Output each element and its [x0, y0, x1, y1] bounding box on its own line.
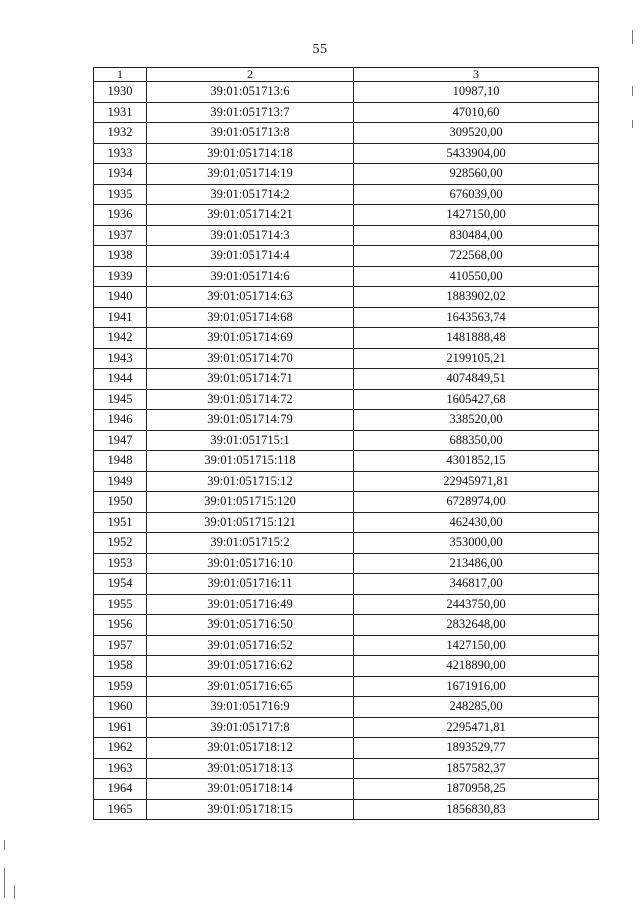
cadastral-number-cell: 39:01:051716:10 — [147, 553, 354, 574]
cadastral-number-cell: 39:01:051716:50 — [147, 615, 354, 636]
value-cell: 10987,10 — [354, 82, 599, 103]
row-number-cell: 1957 — [94, 635, 147, 656]
value-cell: 22945971,81 — [354, 471, 599, 492]
table-row — [94, 717, 599, 738]
cadastral-number-cell: 39:01:051718:13 — [147, 758, 354, 779]
value-cell: 1605427,68 — [354, 389, 599, 410]
page-number: 55 — [312, 42, 328, 57]
table-row — [94, 533, 599, 554]
row-number-cell: 1951 — [94, 512, 147, 533]
value-cell: 1643563,74 — [354, 307, 599, 328]
table-row — [94, 266, 599, 287]
table-row — [94, 164, 599, 185]
value-cell: 928560,00 — [354, 164, 599, 185]
row-number-cell: 1964 — [94, 779, 147, 800]
value-cell: 1671916,00 — [354, 676, 599, 697]
row-number-cell: 1936 — [94, 205, 147, 226]
value-cell: 2295471,81 — [354, 717, 599, 738]
table-row — [94, 594, 599, 615]
table-row — [94, 184, 599, 205]
row-number-cell: 1939 — [94, 266, 147, 287]
column-header-3: 3 — [354, 68, 599, 82]
row-number-cell: 1952 — [94, 533, 147, 554]
cadastral-number-cell: 39:01:051714:19 — [147, 164, 354, 185]
table-row — [94, 143, 599, 164]
cadastral-number-cell: 39:01:051716:62 — [147, 656, 354, 677]
table-row — [94, 615, 599, 636]
table-row — [94, 676, 599, 697]
cadastral-number-cell: 39:01:051713:6 — [147, 82, 354, 103]
row-number-cell: 1944 — [94, 369, 147, 390]
table-row — [94, 697, 599, 718]
value-cell: 688350,00 — [354, 430, 599, 451]
value-cell: 1893529,77 — [354, 738, 599, 759]
value-cell: 462430,00 — [354, 512, 599, 533]
table-row — [94, 369, 599, 390]
scan-edge-mark — [632, 86, 633, 96]
value-cell: 1427150,00 — [354, 635, 599, 656]
table-row — [94, 758, 599, 779]
value-cell: 5433904,00 — [354, 143, 599, 164]
value-cell: 2199105,21 — [354, 348, 599, 369]
table-row — [94, 82, 599, 103]
cadastral-number-cell: 39:01:051713:8 — [147, 123, 354, 144]
value-cell: 353000,00 — [354, 533, 599, 554]
value-cell: 1883902,02 — [354, 287, 599, 308]
table-row — [94, 471, 599, 492]
table-body — [94, 82, 599, 820]
value-cell: 309520,00 — [354, 123, 599, 144]
row-number-cell: 1956 — [94, 615, 147, 636]
cadastral-number-cell: 39:01:051714:2 — [147, 184, 354, 205]
value-cell: 248285,00 — [354, 697, 599, 718]
value-cell: 4074849,51 — [354, 369, 599, 390]
cadastral-number-cell: 39:01:051718:12 — [147, 738, 354, 759]
value-cell: 676039,00 — [354, 184, 599, 205]
cadastral-number-cell: 39:01:051717:8 — [147, 717, 354, 738]
table-row — [94, 102, 599, 123]
table-row — [94, 779, 599, 800]
table-row — [94, 225, 599, 246]
row-number-cell: 1943 — [94, 348, 147, 369]
row-number-cell: 1963 — [94, 758, 147, 779]
value-cell: 1856830,83 — [354, 799, 599, 820]
table-row — [94, 307, 599, 328]
cadastral-number-cell: 39:01:051713:7 — [147, 102, 354, 123]
table-row — [94, 574, 599, 595]
row-number-cell: 1955 — [94, 594, 147, 615]
cadastral-number-cell: 39:01:051714:3 — [147, 225, 354, 246]
cadastral-number-cell: 39:01:051716:9 — [147, 697, 354, 718]
row-number-cell: 1933 — [94, 143, 147, 164]
cadastral-number-cell: 39:01:051714:21 — [147, 205, 354, 226]
value-cell: 338520,00 — [354, 410, 599, 431]
value-cell: 410550,00 — [354, 266, 599, 287]
row-number-cell: 1930 — [94, 82, 147, 103]
column-header-2: 2 — [147, 68, 354, 82]
scan-edge-mark — [4, 840, 5, 850]
row-number-cell: 1937 — [94, 225, 147, 246]
cadastral-number-cell: 39:01:051715:2 — [147, 533, 354, 554]
row-number-cell: 1945 — [94, 389, 147, 410]
cadastral-number-cell: 39:01:051714:18 — [147, 143, 354, 164]
row-number-cell: 1950 — [94, 492, 147, 513]
row-number-cell: 1958 — [94, 656, 147, 677]
cadastral-number-cell: 39:01:051716:49 — [147, 594, 354, 615]
cadastral-number-cell: 39:01:051718:14 — [147, 779, 354, 800]
value-cell: 830484,00 — [354, 225, 599, 246]
table-row — [94, 799, 599, 820]
table-header — [94, 68, 599, 82]
table-header-row — [94, 68, 599, 82]
row-number-cell: 1935 — [94, 184, 147, 205]
row-number-cell: 1947 — [94, 430, 147, 451]
value-cell: 2443750,00 — [354, 594, 599, 615]
value-cell: 1481888,48 — [354, 328, 599, 349]
table-row — [94, 492, 599, 513]
scan-edge-mark — [632, 120, 633, 128]
cadastral-number-cell: 39:01:051715:118 — [147, 451, 354, 472]
cadastral-number-cell: 39:01:051715:1 — [147, 430, 354, 451]
row-number-cell: 1932 — [94, 123, 147, 144]
row-number-cell: 1953 — [94, 553, 147, 574]
table-row — [94, 451, 599, 472]
row-number-cell: 1934 — [94, 164, 147, 185]
row-number-cell: 1949 — [94, 471, 147, 492]
table-row — [94, 512, 599, 533]
table-row — [94, 389, 599, 410]
cadastral-number-cell: 39:01:051716:52 — [147, 635, 354, 656]
cadastral-number-cell: 39:01:051714:63 — [147, 287, 354, 308]
scan-edge-mark — [632, 30, 633, 44]
row-number-cell: 1960 — [94, 697, 147, 718]
cadastral-number-cell: 39:01:051714:71 — [147, 369, 354, 390]
table-row — [94, 246, 599, 267]
value-cell: 47010,60 — [354, 102, 599, 123]
cadastral-number-cell: 39:01:051718:15 — [147, 799, 354, 820]
value-cell: 346817,00 — [354, 574, 599, 595]
row-number-cell: 1942 — [94, 328, 147, 349]
table-row — [94, 738, 599, 759]
cadastral-number-cell: 39:01:051716:11 — [147, 574, 354, 595]
table-row — [94, 287, 599, 308]
value-cell: 1870958,25 — [354, 779, 599, 800]
scan-edge-mark — [4, 868, 5, 898]
row-number-cell: 1954 — [94, 574, 147, 595]
row-number-cell: 1946 — [94, 410, 147, 431]
cadastral-number-cell: 39:01:051714:4 — [147, 246, 354, 267]
scan-edge-mark — [14, 885, 15, 899]
table-row — [94, 410, 599, 431]
value-cell: 1427150,00 — [354, 205, 599, 226]
row-number-cell: 1961 — [94, 717, 147, 738]
value-cell: 4301852,15 — [354, 451, 599, 472]
table-row — [94, 328, 599, 349]
table-row — [94, 205, 599, 226]
table-row — [94, 553, 599, 574]
row-number-cell: 1962 — [94, 738, 147, 759]
row-number-cell: 1931 — [94, 102, 147, 123]
cadastral-number-cell: 39:01:051714:70 — [147, 348, 354, 369]
cadastral-number-cell: 39:01:051716:65 — [147, 676, 354, 697]
value-cell: 1857582,37 — [354, 758, 599, 779]
row-number-cell: 1965 — [94, 799, 147, 820]
table-row — [94, 123, 599, 144]
row-number-cell: 1959 — [94, 676, 147, 697]
row-number-cell: 1938 — [94, 246, 147, 267]
table-row — [94, 348, 599, 369]
cadastral-number-cell: 39:01:051714:68 — [147, 307, 354, 328]
cadastral-number-cell: 39:01:051714:6 — [147, 266, 354, 287]
value-cell: 2832648,00 — [354, 615, 599, 636]
cadastral-number-cell: 39:01:051714:69 — [147, 328, 354, 349]
value-cell: 4218890,00 — [354, 656, 599, 677]
cadastral-number-cell: 39:01:051715:12 — [147, 471, 354, 492]
value-cell: 6728974,00 — [354, 492, 599, 513]
table-row — [94, 656, 599, 677]
column-header-1: 1 — [94, 68, 147, 82]
data-table — [93, 67, 599, 820]
table-row — [94, 635, 599, 656]
table-row — [94, 430, 599, 451]
cadastral-number-cell: 39:01:051714:72 — [147, 389, 354, 410]
value-cell: 722568,00 — [354, 246, 599, 267]
value-cell: 213486,00 — [354, 553, 599, 574]
row-number-cell: 1940 — [94, 287, 147, 308]
row-number-cell: 1948 — [94, 451, 147, 472]
row-number-cell: 1941 — [94, 307, 147, 328]
cadastral-number-cell: 39:01:051715:120 — [147, 492, 354, 513]
cadastral-number-cell: 39:01:051715:121 — [147, 512, 354, 533]
cadastral-number-cell: 39:01:051714:79 — [147, 410, 354, 431]
